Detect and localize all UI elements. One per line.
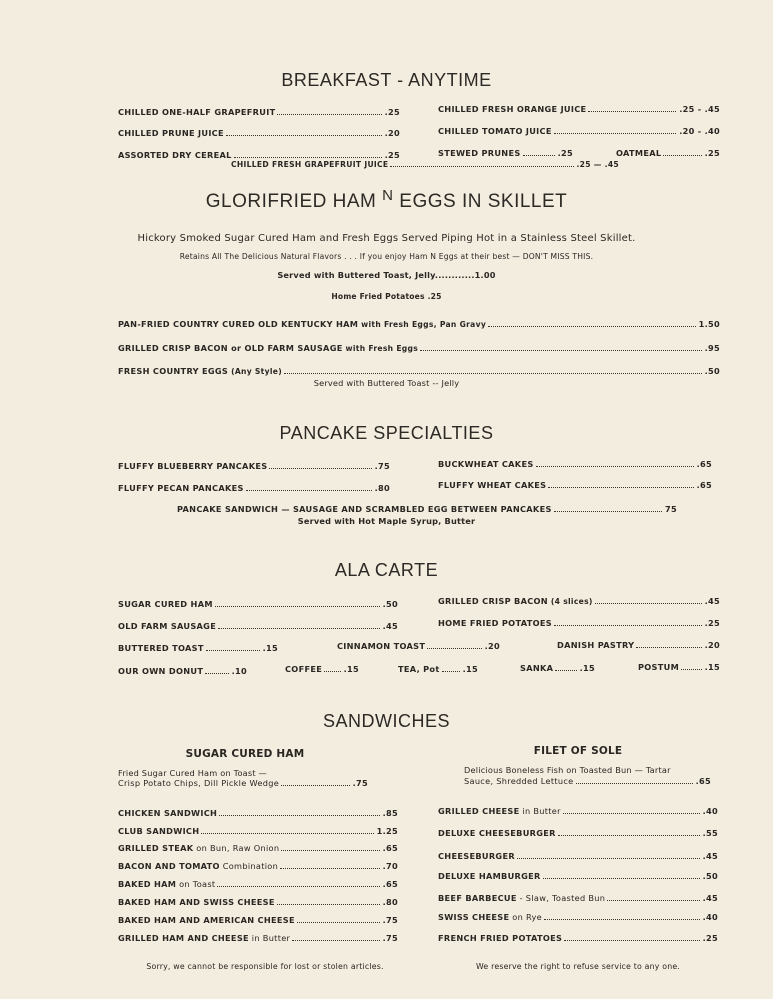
alacarte-title: ALA CARTE	[334, 560, 439, 580]
menu-item: TEA, Pot .15	[398, 664, 478, 674]
menu-item: PANCAKE SANDWICH — SAUSAGE AND SCRAMBLED EGG BETWEEN PANCAKES 75	[177, 504, 677, 514]
menu-item: SANKA .15	[520, 663, 595, 673]
skillet-title: GLORIFRIED HAM $^N$ EGGS IN SKILLET	[205, 187, 568, 212]
menu-item: GRILLED HAM AND CHEESE in Butter .75	[118, 933, 398, 943]
menu-item: Sauce, Shredded Lettuce .65	[464, 776, 711, 786]
menu-item: CHICKEN SANDWICH .85	[118, 808, 398, 818]
menu-item: CHILLED PRUNE JUICE .20	[118, 128, 400, 138]
skillet-potatoes-price: Home Fried Potatoes .25	[331, 292, 442, 301]
footer-service-note: We reserve the right to refuse service to any one.	[475, 962, 681, 971]
menu-item: SWISS CHEESE on Rye .40	[438, 912, 718, 922]
menu-item: GRILLED CRISP BACON or OLD FARM SAUSAGE with Fresh Eggs .95	[118, 343, 720, 353]
footer-disclaimer: Sorry, we cannot be responsible for lost or stolen articles.	[146, 962, 384, 971]
sugar-ham-title: SUGAR CURED HAM	[185, 748, 305, 760]
menu-item: DELUXE CHEESEBURGER .55	[438, 828, 718, 838]
menu-item: FLUFFY WHEAT CAKES .65	[438, 480, 712, 490]
filet-sole-title: FILET OF SOLE	[533, 745, 623, 757]
menu-item: OATMEAL .25	[616, 148, 720, 158]
menu-item: FRESH COUNTRY EGGS (Any Style) .50	[118, 366, 720, 376]
menu-item: CHILLED TOMATO JUICE .20 - .40	[438, 126, 720, 136]
menu-item: CLUB SANDWICH 1.25	[118, 826, 398, 836]
menu-item: BAKED HAM on Toast .65	[118, 879, 398, 889]
menu-item: POSTUM .15	[638, 662, 720, 672]
menu-item: BEEF BARBECUE - Slaw, Toasted Bun .45	[438, 893, 718, 903]
menu-item: CINNAMON TOAST .20	[337, 641, 500, 651]
menu-item: CHEESEBURGER .45	[438, 851, 718, 861]
menu-item: BAKED HAM AND SWISS CHEESE .80	[118, 897, 398, 907]
menu-item: CHILLED FRESH ORANGE JUICE .25 - .45	[438, 104, 720, 114]
filet-sole-desc: Delicious Boneless Fish on Toasted Bun — Tartar	[464, 765, 671, 775]
menu-item: ASSORTED DRY CEREAL .25	[118, 150, 400, 160]
menu-item: COFFEE .15	[285, 664, 359, 674]
menu-item: BAKED HAM AND AMERICAN CHEESE .75	[118, 915, 398, 925]
pancake-title: PANCAKE SPECIALTIES	[279, 423, 494, 443]
menu-item: OUR OWN DONUT .10	[118, 666, 247, 676]
menu-item: DANISH PASTRY .20	[557, 640, 720, 650]
eggs-note: Served with Buttered Toast -- Jelly	[313, 378, 460, 388]
menu-item: OLD FARM SAUSAGE .45	[118, 621, 398, 631]
skillet-toast-price: Served with Buttered Toast, Jelly............1.00	[277, 270, 496, 280]
menu-item: FRENCH FRIED POTATOES .25	[438, 933, 718, 943]
menu-item: BUCKWHEAT CAKES .65	[438, 459, 712, 469]
sandwiches-title: SANDWICHES	[322, 711, 450, 731]
skillet-intro-2: Retains All The Delicious Natural Flavors . . . If you enjoy Ham N Eggs at their best — DON'T MISS THIS.	[179, 252, 594, 261]
sugar-ham-desc: Fried Sugar Cured Ham on Toast —	[118, 768, 267, 778]
skillet-intro: Hickory Smoked Sugar Cured Ham and Fresh Eggs Served Piping Hot in a Stainless Steel Skillet.	[137, 233, 636, 244]
menu-item: FLUFFY BLUEBERRY PANCAKES .75	[118, 461, 390, 471]
menu-item: GRILLED CHEESE in Butter .40	[438, 806, 718, 816]
menu-item: GRILLED CRISP BACON (4 slices) .45	[438, 596, 720, 606]
menu-item: BUTTERED TOAST .15	[118, 643, 278, 653]
menu-item: PAN-FRIED COUNTRY CURED OLD KENTUCKY HAM with Fresh Eggs, Pan Gravy 1.50	[118, 319, 720, 329]
menu-item: DELUXE HAMBURGER .50	[438, 871, 718, 881]
breakfast-title: BREAKFAST - ANYTIME	[281, 70, 492, 90]
menu-item: SUGAR CURED HAM .50	[118, 599, 398, 609]
pancake-note: Served with Hot Maple Syrup, Butter	[297, 516, 476, 526]
menu-item: GRILLED STEAK on Bun, Raw Onion .65	[118, 843, 398, 853]
menu-item: Crisp Potato Chips, Dill Pickle Wedge .75	[118, 778, 368, 788]
menu-item: FLUFFY PECAN PANCAKES .80	[118, 483, 390, 493]
menu-item: STEWED PRUNES .25	[438, 148, 573, 158]
menu-item: CHILLED FRESH GRAPEFRUIT JUICE .25 — .45	[231, 160, 619, 169]
menu-item: CHILLED ONE-HALF GRAPEFRUIT .25	[118, 107, 400, 117]
menu-item: HOME FRIED POTATOES .25	[438, 618, 720, 628]
menu-item: BACON AND TOMATO Combination .70	[118, 861, 398, 871]
